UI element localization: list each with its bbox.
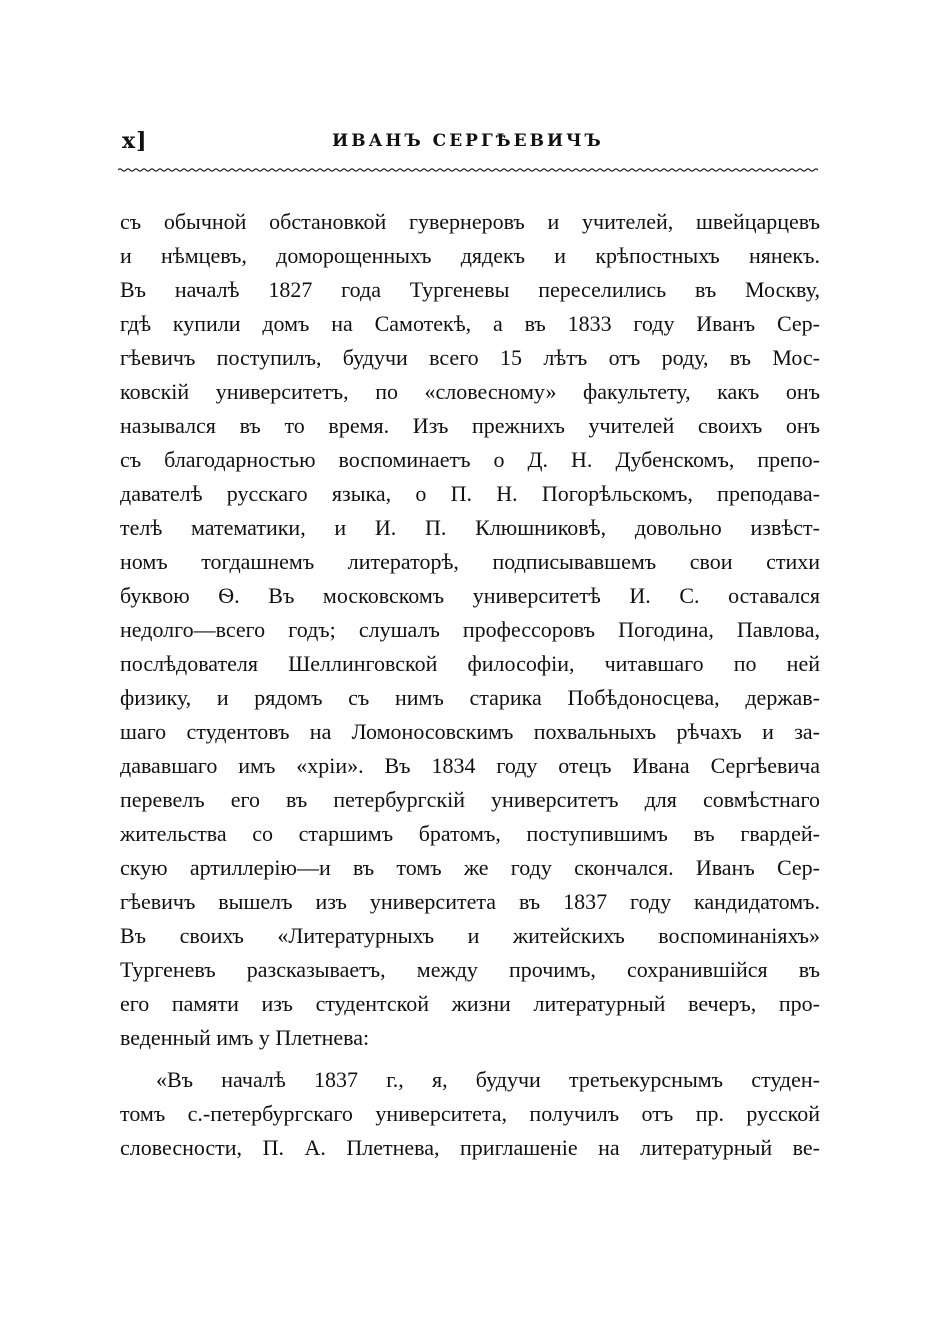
wavy-rule [118,164,818,176]
text-line: Тургеневъ разсказываетъ, между прочимъ, сохранившійся въ [120,957,820,982]
text-line: жительства со старшимъ братомъ, поступившимъ въ гвардей- [120,821,820,846]
text-line: съ благодарностью воспоминаетъ о Д. Н. Дубенскомъ, препо- [120,447,820,472]
text-line: скую артиллерію—и въ томъ же году скончался. Иванъ Сер- [120,855,820,880]
text-line: и нѣмцевъ, доморощенныхъ дядекъ и крѣпостныхъ нянекъ. [120,243,820,268]
running-head [118,128,818,164]
text-line: веденный имъ у Плетнева: [120,1025,370,1050]
text-line: Въ началѣ 1827 года Тургеневы переселились въ Москву, [120,277,820,302]
running-title: ИВАНЪ СЕРГѢЕВИЧЪ [332,131,604,151]
text-line: гѣевичъ вышелъ изъ университета въ 1837 году кандидатомъ. [120,889,820,914]
text-line: шаго студентовъ на Ломоносовскимъ похвальныхъ рѣчахъ и за- [120,719,820,744]
text-line: недолго—всего годъ; слушалъ профессоровъ Погодина, Павлова, [120,617,820,642]
paragraph-2 [120,1063,820,1165]
text-line: гѣевичъ поступилъ, будучи всего 15 лѣтъ отъ роду, въ Мос- [120,345,820,370]
text-line: Въ своихъ «Литературныхъ и житейскихъ воспоминаніяхъ» [120,923,820,948]
text-line: послѣдователя Шеллинговской философіи, читавшаго по ней [120,651,820,676]
text-line: дававшаго имъ «хріи». Въ 1834 году отецъ Ивана Сергѣевича [120,753,820,778]
text-line: перевелъ его въ петербургскій университетъ для совмѣстнаго [120,787,820,812]
text-line: ковскій университетъ, по «словесному» факультету, какъ онъ [120,379,820,404]
text-line: словесности, П. А. Плетнева, приглашеніе на литературный ве- [120,1135,820,1160]
text-line: съ обычной обстановкой гувернеровъ и учителей, швейцарцевъ [120,209,820,234]
text-line: его памяти изъ студентской жизни литературный вечеръ, про- [120,991,820,1016]
text-line: гдѣ купили домъ на Самотекѣ, а въ 1833 году Иванъ Сер- [120,311,820,336]
text-line: номъ тогдашнемъ литераторѣ, подписывавшемъ свои стихи [120,549,820,574]
text-line: «Въ началѣ 1837 г., я, будучи третьекурснымъ студен- [156,1067,820,1092]
page-number: x] [122,128,148,154]
body-text [120,205,820,1165]
paragraph-1 [120,205,820,1055]
text-line: телѣ математики, и И. П. Клюшниковѣ, довольно извѣст- [120,515,820,540]
text-line: назывался въ то время. Изъ прежнихъ учителей своихъ онъ [120,413,820,438]
text-line: томъ с.-петербургскаго университета, получилъ отъ пр. русской [120,1101,820,1126]
text-line: физику, и рядомъ съ нимъ старика Побѣдоносцева, держав- [120,685,820,710]
text-line: буквою Ѳ. Въ московскомъ университетѣ И. С. оставался [120,583,820,608]
text-line: давателѣ русскаго языка, о П. Н. Погорѣльскомъ, преподава- [120,481,820,506]
